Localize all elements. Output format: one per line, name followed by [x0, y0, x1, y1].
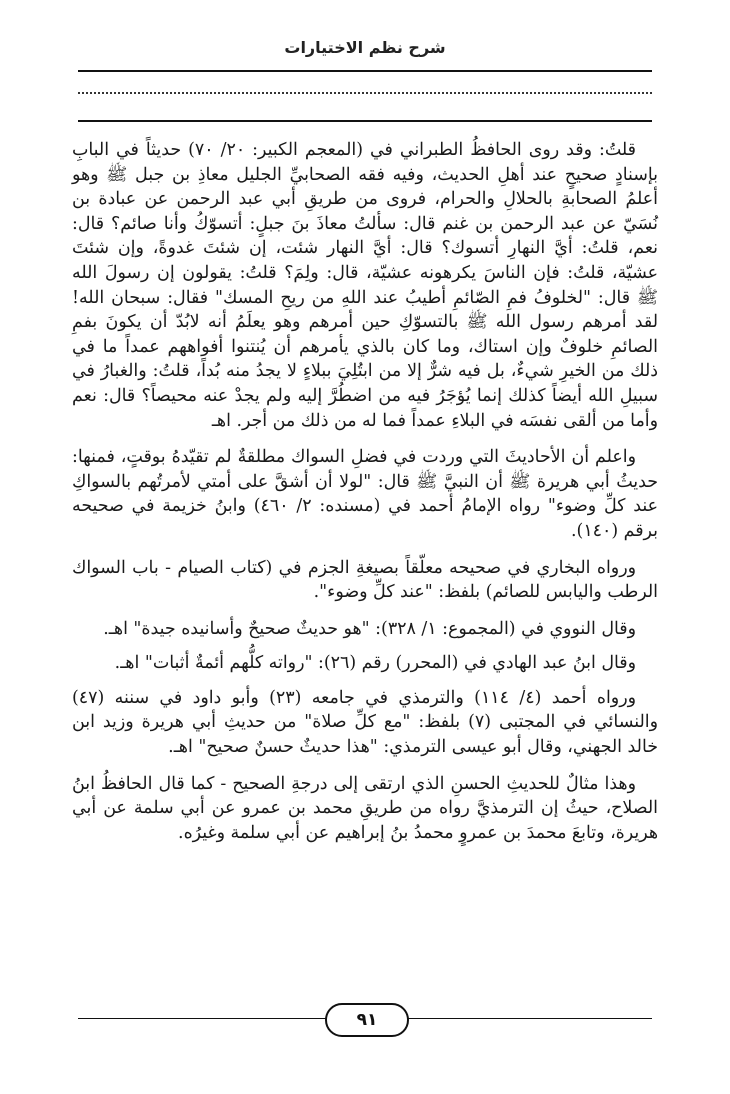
paragraph-6: ورواه أحمد (٤/ ١١٤) والترمذي في جامعه (٢٣) وأبو داود في سننه (٤٧) والنسائي في المجتبى (٧) بلفظ: "مع كلِّ صلاة" من حديثِ أبي هريرة وزيد ابن خالد الجهني، وقال أبو عيسى الترمذي: "هذا حديثٌ حسنٌ صحيح" اهـ.	[72, 687, 658, 758]
paragraph-2: واعلم أن الأحاديثَ التي وردت في فضلِ السواك مطلقةٌ لم تقيّدهُ بوقتٍ، فمنها: حديثُ أبي هريرة ﷺ أن النبيَّ ﷺ قال: "لولا أن أشقَّ على أمتي لأمرتُهم بالسواكِ عند كلِّ وضوء" رواه الإمامُ أحمد في (مسنده: ٢/ ٤٦٠) وابنُ خزيمة في صحيحه برقم (١٤٠).	[72, 447, 659, 541]
running-header-title: شرح نظم الاختيارات	[284, 38, 446, 57]
paragraph-4: وقال النووي في (المجموع: ١/ ٣٢٨): "هو حديثٌ صحيحٌ وأسانيده جيدة" اهـ.	[103, 618, 636, 639]
paragraph-1: قلتُ: وقد روى الحافظُ الطبراني في (المعجم الكبير: ٢٠/ ٧٠) حديثاً في البابِ بإسنادٍ صحيحٍ عند أهلِ الحديث، وفيه فقه الصحابيِّ الجليل معاذِ بن جبل ﷺ وهو أعلمُ الصحابةِ بالحلالِ والحرام، فروى من طريقِ أبي عبد الرحمن عن عبادة بن نُسَيّ عن عبد الرحمن بن غنم قال: سألتُ معاذَ بنَ جبلٍ: أتسوّكُ وأنا صائم؟ قال: نعم، قلتُ: أيَّ النهارِ أتسوك؟ قال: أيَّ النهار شئت، إن شئتَ غدوةً، وإن شئتَ عشيّة، قلتُ: فإن الناسَ يكرهونه عشيّة، قال: ولِمَ؟ قلتُ: يقولون إن رسولَ الله ﷺ قال: "لخلوفُ فمِ الصّائمِ أطيبُ عند اللهِ من ريحِ المسك" فقال: سبحان الله! لقد أمرهم رسول الله ﷺ بالتسوّكِ حين أمرهم وهو يعلَمُ أنه لابُدّ أن يكونَ بفمِ الصائمِ خلوفٌ وإن استاك، وما كان بالذي يأمرهم أن يُنتنوا أفواههم عمداً ما في ذلك من الخيرِ شيءٌ، بل فيه شرٌّ إلا من ابتُلِيَ ببلاءٍ لا يجدُ منه بُداً، قلتُ: والغبارُ في سبيلِ الله أيضاً كذلك إنما يُؤجَرُ فيه من اضطُرَّ إليه ولم يجدْ عنه محيصاً؟ قال: نعم وأما من ألقى نفسَه في البلاءِ عمداً فما له من ذلك من أجر. اهـ	[72, 140, 658, 431]
paragraph-3: ورواه البخاري في صحيحه معلّقاً بصيغةِ الجزم في (كتاب الصيام - باب السواك الرطب واليابس للصائم) بلفظ: "عند كلِّ وضوء".	[72, 557, 658, 603]
page-number: ٩١	[325, 1003, 409, 1037]
header-rule	[78, 70, 652, 72]
paragraph-7: وهذا مثالٌ للحديثِ الحسنِ الذي ارتقى إلى درجةِ الصحيح - كما قال الحافظُ ابنُ الصلاح، حيثُ إن الترمذيَّ رواه من طريقِ محمد بن عمرو عن أبي سلمة عن أبي هريرة، وتابعَ محمدَ بن عمروٍ محمدُ بنُ إبراهيم عن أبي سلمة وغيرُه.	[72, 773, 658, 843]
separator-rule	[78, 120, 652, 122]
dotted-separator	[78, 92, 652, 94]
page-body	[72, 138, 658, 857]
paragraph-5: وقال ابنُ عبد الهادي في (المحرر) رقم (٢٦): "رواته كلُّهم أئمةٌ أثبات" اهـ.	[114, 653, 636, 674]
